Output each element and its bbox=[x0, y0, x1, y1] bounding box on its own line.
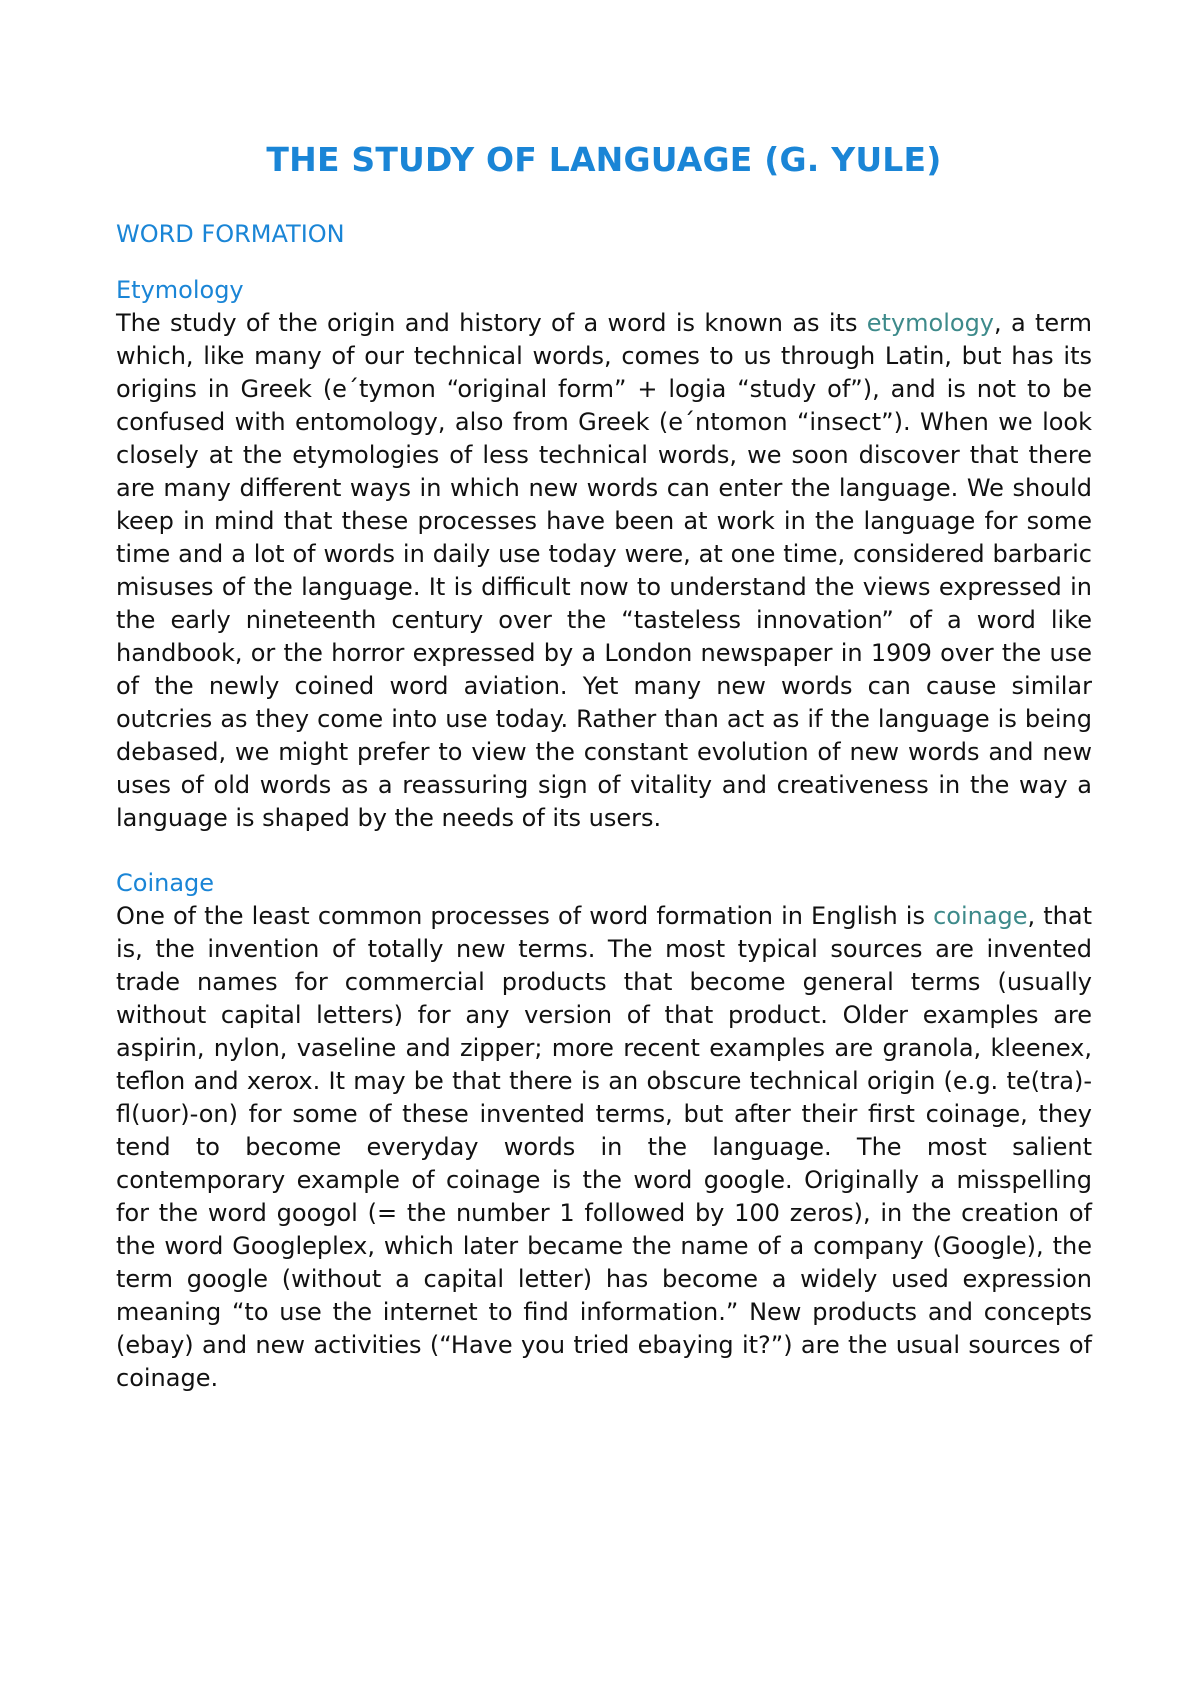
paragraph-text-after: , a term which, like many of our technical words, comes to us through Latin, but has its origins in Greek (e´tymon “original form” + logia “study of”), and is not to be confused with entomology, also from Greek (e´ntomon “insect”). When we look closely at the etymologies of less technical words, we soon discover that there are many different ways in which new words can enter the language. We should keep in mind that these processes have been at work in the language for some time and a lot of words in daily use today were, at one time, considered barbaric misuses of the language. It is difficult now to understand the views expressed in the early nineteenth century over the “tasteless innovation” of a word like handbook, or the horror expressed by a London newspaper in 1909 over the use of the newly coined word aviation. Yet many new words can cause similar outcries as they come into use today. Rather than act as if the language is being debased, we might prefer to view the constant evolution of new words and new uses of old words as a reassuring sign of vitality and creativeness in the way a language is shaped by the needs of its users. bbox=[116, 309, 1093, 832]
highlighted-term-coinage: coinage bbox=[933, 902, 1028, 930]
paragraph-coinage bbox=[116, 900, 1092, 1395]
paragraph-text-after: , that is, the invention of totally new terms. The most typical sources are invented trade names for commercial products that become general terms (usually without capital letters) for any version of that product. Older examples are aspirin, nylon, vaseline and zipper; more recent examples are granola, kleenex, teflon and xerox. It may be that there is an obscure technical origin (e.g. te(tra)-fl(uor)-on) for some of these invented terms, but after their first coinage, they tend to become everyday words in the language. The most salient contemporary example of coinage is the word google. Originally a misspelling for the word googol (= the number 1 followed by 100 zeros), in the creation of the word Googleplex, which later became the name of a company (Google), the term google (without a capital letter) has become a widely used expression meaning “to use the internet to find information.” New products and concepts (ebay) and new activities (“Have you tried ebaying it?”) are the usual sources of coinage. bbox=[116, 902, 1092, 1392]
section-heading-word-formation: WORD FORMATION bbox=[116, 220, 345, 248]
paragraph-etymology bbox=[116, 307, 1092, 835]
subheading-etymology: Etymology bbox=[116, 276, 244, 304]
paragraph-text-before: The study of the origin and history of a word is known as its bbox=[116, 309, 867, 337]
subheading-coinage: Coinage bbox=[116, 869, 215, 897]
document-title: THE STUDY OF LANGUAGE (G. YULE) bbox=[266, 140, 942, 179]
highlighted-term-etymology: etymology bbox=[866, 309, 995, 337]
document-content bbox=[116, 140, 1092, 1395]
paragraph-text-before: One of the least common processes of word formation in English is bbox=[116, 902, 934, 930]
